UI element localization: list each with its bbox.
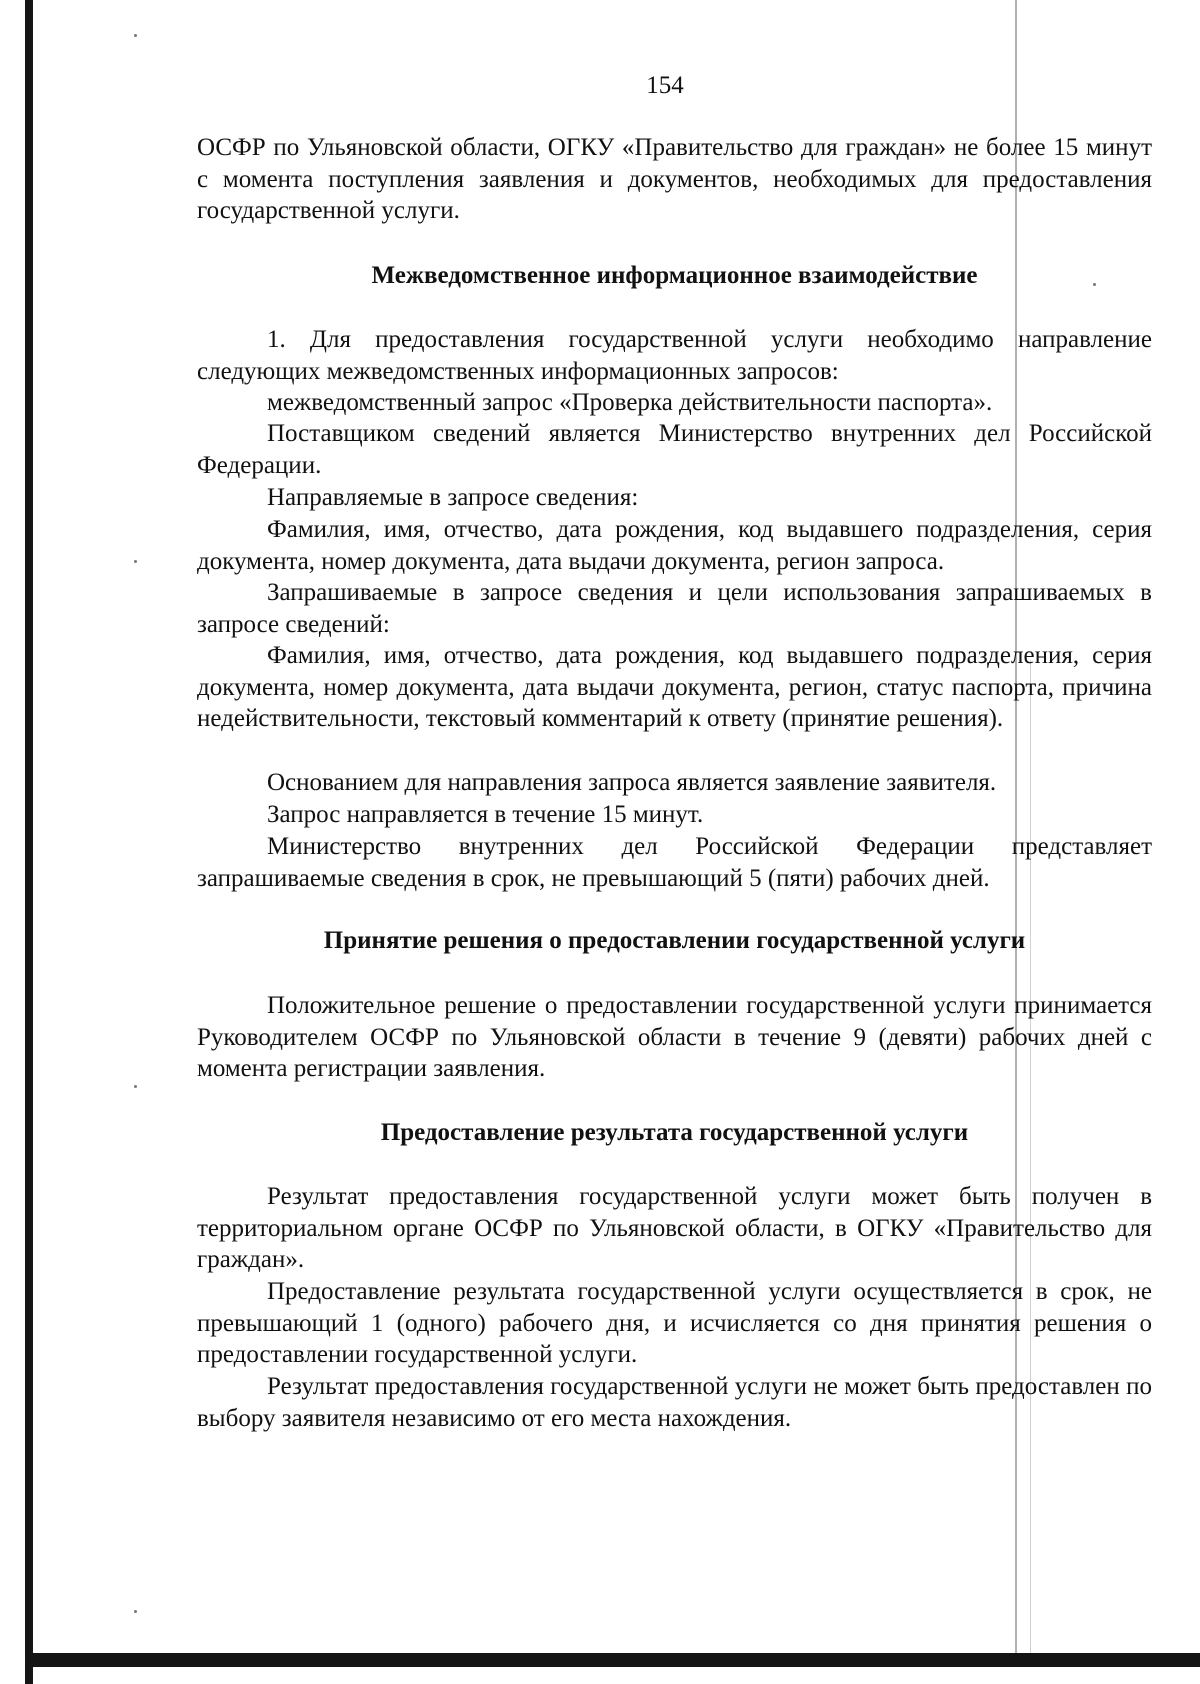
paragraph: Положительное решение о предоставлении государственной услуги принимается Руководителем ОСФР по Ульяновской области в течение 9 (девяти) рабочих дней с момента регистрации заявления. — [197, 992, 1152, 1082]
paragraph: Результат предоставления государственной услуги не может быть предоставлен по выбору заявителя независимо от его места нахождения. — [197, 1373, 1152, 1432]
paragraph: Результат предоставления государственной услуги может быть получен в территориальном органе ОСФР по Ульяновской области, в ОГКУ «Правительство для граждан». — [197, 1183, 1152, 1273]
paragraph: межведомственный запрос «Проверка действительности паспорта». — [267, 389, 993, 416]
section-heading: Предоставление результата государственной услуги — [380, 1119, 969, 1146]
paragraph: Министерство внутренних дел Российской Федерации представляет запрашиваемые сведения в срок, не превышающий 5 (пяти) рабочих дней. — [197, 833, 1152, 892]
section-heading: Принятие решения о предоставлении государственной услуги — [323, 927, 1026, 954]
paragraph: Основанием для направления запроса является заявление заявителя. — [267, 769, 997, 796]
scan-edge-left — [25, 0, 33, 1684]
paragraph: 1. Для предоставления государственной услуги необходимо направление следующих межведомственных информационных запросов: — [197, 326, 1152, 385]
paragraph: Предоставление результата государственной услуги осуществляется в срок, не превышающий 1 (одного) рабочего дня, и исчисляется со дня принятия решения о предоставлении государственной услуги. — [197, 1278, 1152, 1368]
scan-speck — [134, 1610, 137, 1613]
paragraph: Направляемые в запросе сведения: — [267, 484, 639, 511]
paragraph: ОСФР по Ульяновской области, ОГКУ «Правительство для граждан» не более 15 минут с момента поступления заявления и документов, необходимых для предоставления государственной услуги. — [197, 134, 1152, 224]
scan-edge-bottom — [28, 1653, 1200, 1667]
paragraph: Поставщиком сведений является Министерство внутренних дел Российской Федерации. — [197, 420, 1152, 479]
paragraph: Фамилия, имя, отчество, дата рождения, код выдавшего подразделения, серия документа, номер документа, дата выдачи документа, регион запроса. — [197, 516, 1152, 575]
scan-speck — [134, 560, 137, 563]
page-number: 154 — [646, 72, 684, 99]
scan-speck — [134, 1085, 137, 1088]
scan-speck — [134, 34, 137, 37]
paragraph: Фамилия, имя, отчество, дата рождения, код выдавшего подразделения, серия документа, номер документа, дата выдачи документа, регион, статус паспорта, причина недействительности, текстовый комментарий к ответу (принятие решения). — [197, 642, 1152, 732]
section-heading: Межведомственное информационное взаимодействие — [371, 262, 978, 289]
paragraph: Запрашиваемые в запросе сведения и цели использования запрашиваемых в запросе сведений: — [197, 579, 1152, 638]
paragraph: Запрос направляется в течение 15 минут. — [267, 801, 704, 828]
